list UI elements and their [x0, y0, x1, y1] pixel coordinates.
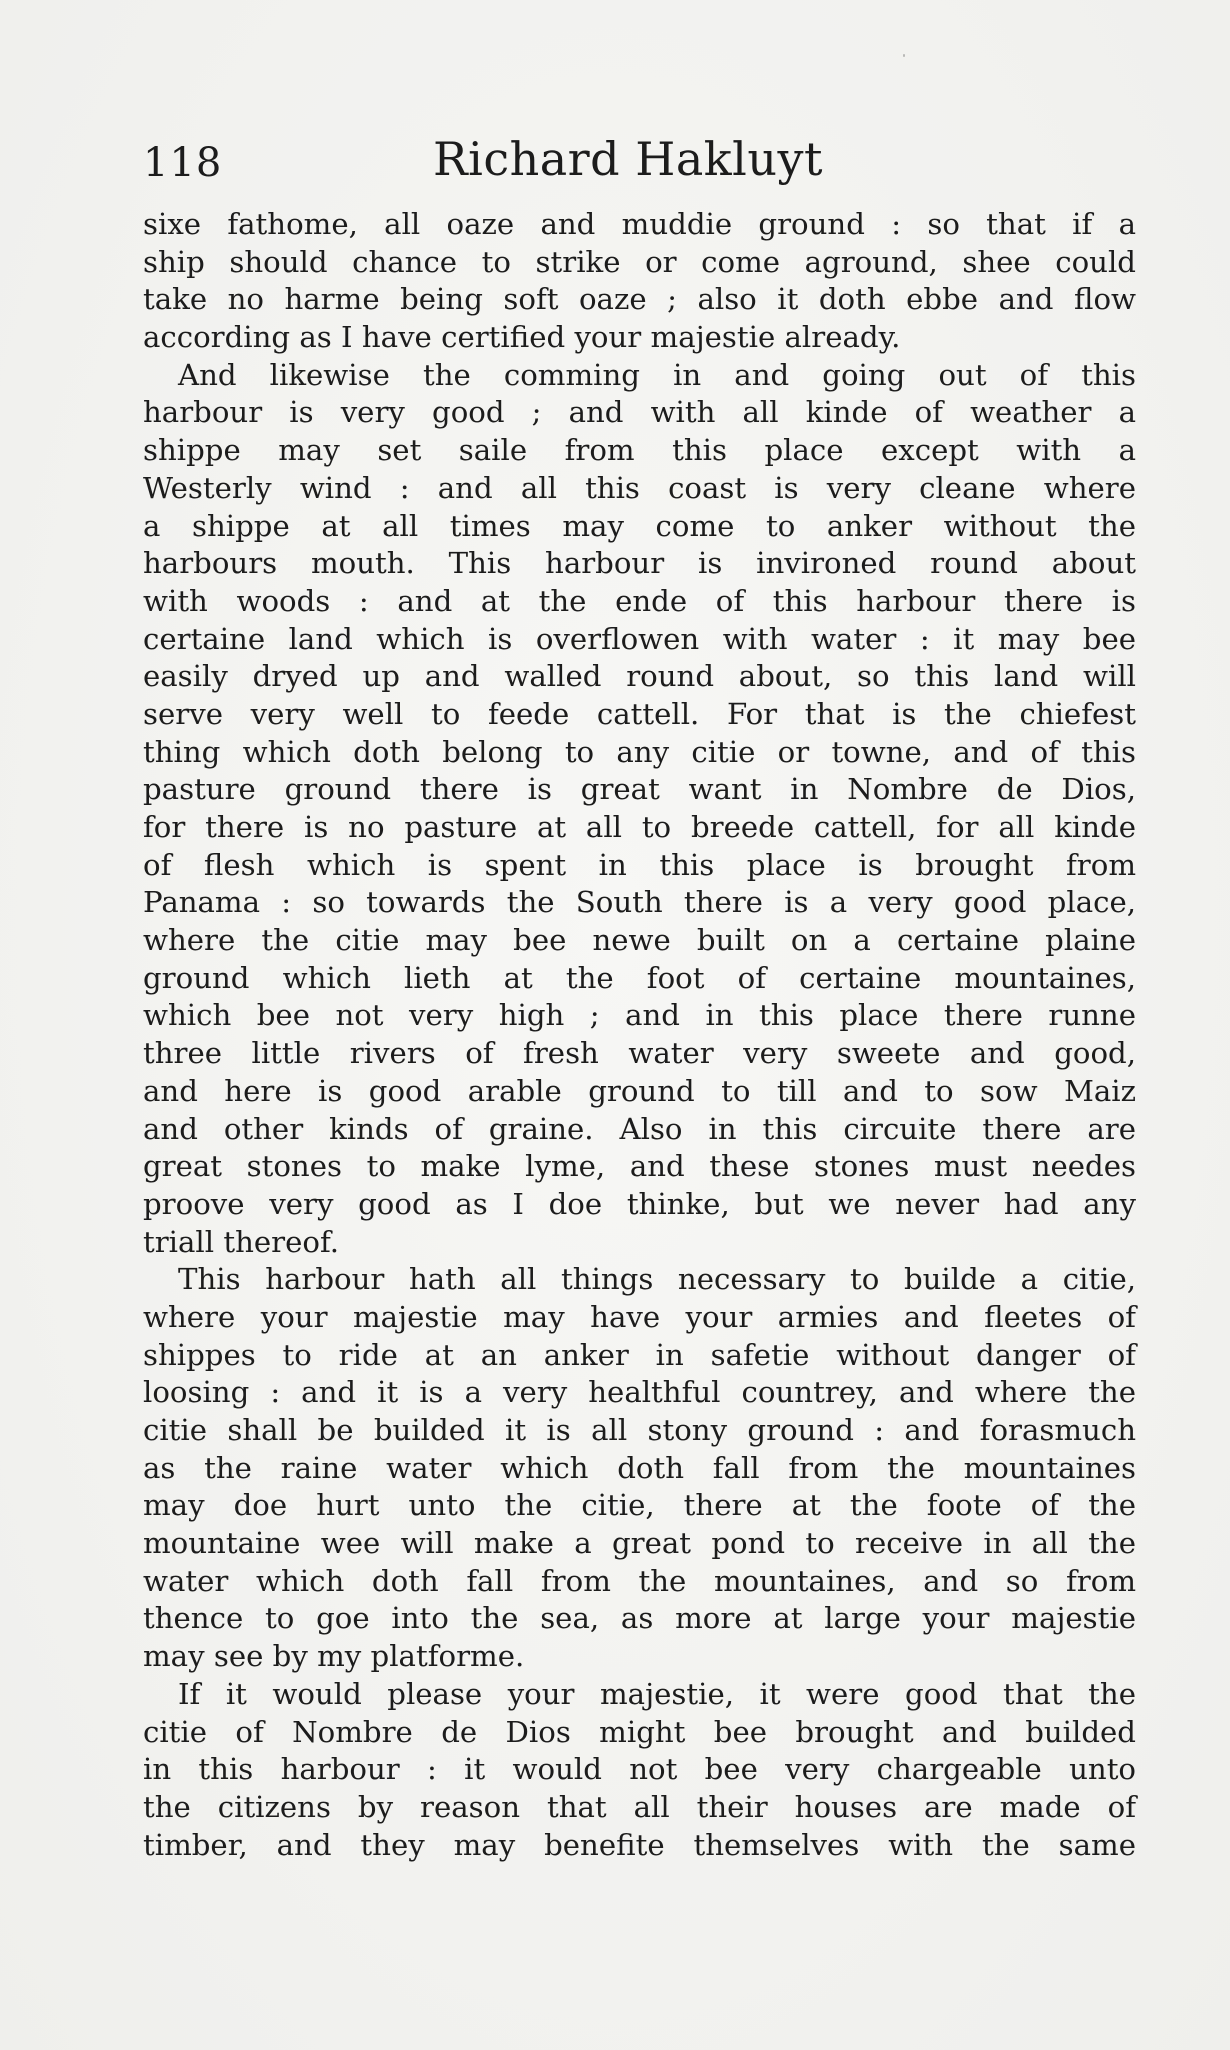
- paragraph-start-line: And likewise the comming in and going out of this: [178, 357, 1136, 392]
- text-line: may see by my platforme.: [143, 1639, 525, 1674]
- text-line: mountaine wee will make a great pond to receive in all the: [143, 1526, 1136, 1561]
- text-line: and other kinds of graine. Also in this circuite there are: [143, 1111, 1136, 1146]
- paragraph-start-line: If it would please your majestie, it were good that the: [178, 1676, 1136, 1711]
- page-number: 118: [143, 140, 223, 186]
- text-line: where the citie may bee newe built on a certaine plaine: [143, 923, 1136, 958]
- text-line: which bee not very high ; and in this place there runne: [143, 998, 1136, 1033]
- page-header: [143, 132, 1136, 192]
- text-line: according as I have certified your majestie already.: [143, 320, 901, 355]
- text-line: easily dryed up and walled round about, so this land will: [143, 659, 1136, 694]
- text-line: thing which doth belong to any citie or towne, and of this: [143, 734, 1136, 769]
- running-title: Richard Hakluyt: [433, 132, 823, 186]
- text-line: take no harme being soft oaze ; also it doth ebbe and flow: [143, 282, 1136, 317]
- text-line: proove very good as I doe thinke, but we never had any: [143, 1186, 1136, 1221]
- text-line: shippe may set saile from this place except with a: [143, 433, 1136, 468]
- text-line: loosing : and it is a very healthful countrey, and where the: [143, 1375, 1136, 1410]
- text-line: shippes to ride at an anker in safetie without danger of: [143, 1337, 1136, 1372]
- text-line: may doe hurt unto the citie, there at the foote of the: [143, 1488, 1136, 1523]
- text-line: and here is good arable ground to till and to sow Maiz: [143, 1073, 1136, 1108]
- text-line: certaine land which is overflowen with water : it may bee: [143, 621, 1136, 656]
- text-line: ground which lieth at the foot of certaine mountaines,: [143, 960, 1136, 995]
- text-line: harbour is very good ; and with all kinde of weather a: [143, 395, 1136, 430]
- text-line: for there is no pasture at all to breede cattell, for all kinde: [143, 810, 1136, 844]
- body-text: [143, 206, 1136, 1864]
- text-line: sixe fathome, all oaze and muddie ground : so that if a: [143, 207, 1136, 241]
- paper-speck: [903, 54, 905, 57]
- text-line: of flesh which is spent in this place is brought from: [143, 847, 1136, 882]
- text-line: citie of Nombre de Dios might bee brought and builded: [143, 1714, 1136, 1749]
- text-line: in this harbour : it would not bee very chargeable unto: [143, 1752, 1136, 1787]
- text-line: Westerly wind : and all this coast is very cleane where: [143, 470, 1136, 505]
- text-line: as the raine water which doth fall from the mountaines: [143, 1450, 1136, 1485]
- text-line: Panama : so towards the South there is a very good place,: [143, 885, 1136, 920]
- text-line: triall thereof.: [143, 1224, 340, 1259]
- text-line: serve very well to feede cattell. For that is the chiefest: [143, 696, 1136, 731]
- text-line: great stones to make lyme, and these stones must needes: [143, 1149, 1136, 1184]
- text-line: timber, and they may benefite themselves with the same: [143, 1827, 1136, 1862]
- text-line: harbours mouth. This harbour is invironed round about: [143, 546, 1136, 581]
- text-line: thence to goe into the sea, as more at large your majestie: [143, 1601, 1136, 1636]
- text-line: where your majestie may have your armies and fleetes of: [143, 1299, 1136, 1334]
- text-line: three little rivers of fresh water very sweete and good,: [143, 1036, 1136, 1071]
- text-line: ship should chance to strike or come aground, shee could: [143, 244, 1136, 279]
- text-line: the citizens by reason that all their houses are made of: [143, 1789, 1136, 1824]
- text-line: water which doth fall from the mountaines, and so from: [143, 1563, 1136, 1598]
- text-line: with woods : and at the ende of this harbour there is: [143, 583, 1136, 618]
- text-line: pasture ground there is great want in Nombre de Dios,: [143, 772, 1136, 807]
- text-line: a shippe at all times may come to anker without the: [143, 508, 1136, 543]
- paragraph-start-line: This harbour hath all things necessary to builde a citie,: [178, 1262, 1136, 1297]
- text-line: citie shall be builded it is all stony ground : and forasmuch: [143, 1413, 1136, 1447]
